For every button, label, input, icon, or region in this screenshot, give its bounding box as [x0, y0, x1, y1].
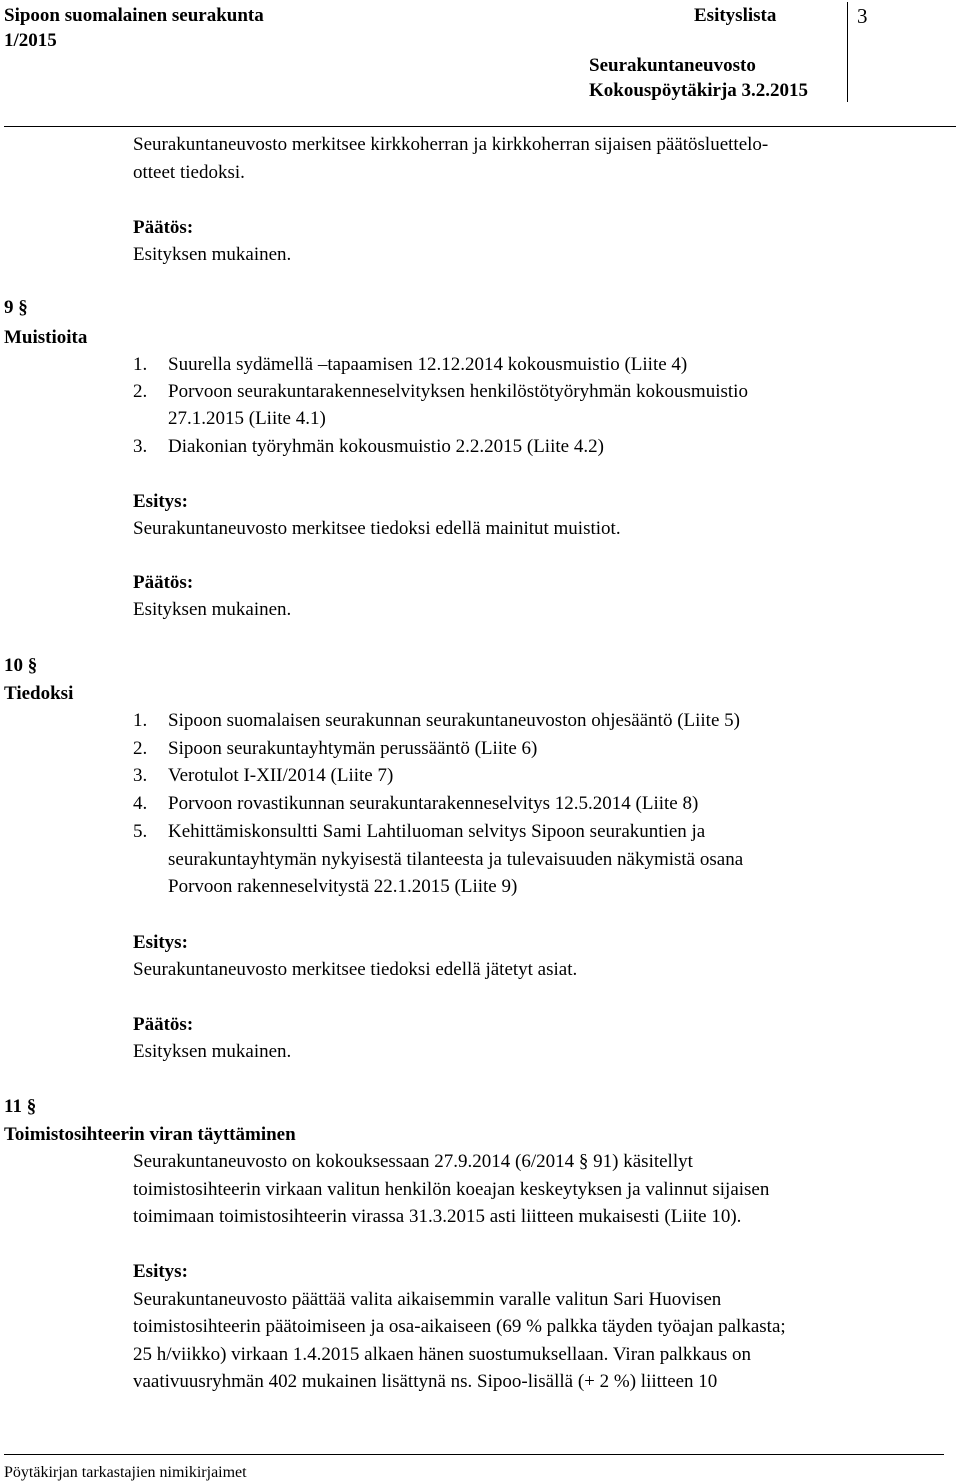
header-doc-type: Esityslista: [694, 5, 777, 26]
item11-proposal-line2: toimistosihteerin päätoimiseen ja osa-aikaiseen (69 % palkka täyden työajan palkasta;: [133, 1316, 786, 1337]
item11-proposal-line4: vaativuusryhmän 402 mukainen lisättynä ns. Sipoo-lisällä (+ 2 %) liitteen 10: [133, 1371, 718, 1392]
list-item-text: Sipoon suomalaisen seurakunnan seurakuntaneuvoston ohjesääntö (Liite 5): [168, 710, 740, 731]
list-item: 3.: [133, 765, 148, 786]
item10-decision-label: Päätös:: [133, 1014, 194, 1035]
list-item-text-cont: 27.1.2015 (Liite 4.1): [168, 408, 326, 429]
item11-para-line3: toimimaan toimistosihteerin virassa 31.3.2015 asti liitteen mukaisesti (Liite 10).: [133, 1206, 742, 1227]
list-item-text-cont: seurakuntayhtymän nykyisestä tilanteesta ja tulevaisuuden näkymistä osana: [168, 849, 744, 870]
list-item: 2.: [133, 738, 148, 759]
footer-rule: [4, 1454, 944, 1455]
header-minutes: Kokouspöytäkirja 3.2.2015: [589, 80, 809, 101]
list-item-text: Suurella sydämellä –tapaamisen 12.12.2014 kokousmuistio (Liite 4): [168, 354, 688, 375]
list-item-text-cont: Porvoon rakenneselvitystä 22.1.2015 (Liite 9): [168, 876, 518, 897]
list-item: 4.: [133, 793, 148, 814]
section-sign-icon: §: [26, 1096, 37, 1117]
item10-number: 10 §: [4, 655, 38, 676]
footer-text: Pöytäkirjan tarkastajien nimikirjaimet: [4, 1464, 247, 1481]
item9-proposal-text: Seurakuntaneuvosto merkitsee tiedoksi edellä mainitut muistiot.: [133, 518, 621, 539]
page-number: 3: [857, 4, 868, 28]
item9-proposal-label: Esitys:: [133, 491, 188, 512]
header-rule: [4, 126, 956, 127]
header-body: Seurakuntaneuvosto: [589, 55, 756, 76]
section-sign-icon: §: [18, 297, 28, 318]
item11-para-line2: toimistosihteerin virkaan valitun henkilön koeajan keskeytyksen ja valinnut sijaisen: [133, 1179, 770, 1200]
item11-number: 11 §: [4, 1096, 37, 1117]
item11-para-line1: Seurakuntaneuvosto on kokouksessaan 27.9.2014 (6/2014 § 91) käsitellyt: [133, 1151, 693, 1172]
item11-title: Toimistosihteerin viran täyttäminen: [4, 1124, 296, 1145]
list-item: 5.: [133, 821, 148, 842]
header-org: Sipoon suomalainen seurakunta: [4, 5, 264, 26]
list-item-text: Verotulot I-XII/2014 (Liite 7): [168, 765, 394, 786]
item9-decision-text: Esityksen mukainen.: [133, 599, 292, 620]
item9-number: 9 §: [4, 297, 28, 318]
item10-proposal-text: Seurakuntaneuvosto merkitsee tiedoksi edellä jätetyt asiat.: [133, 959, 578, 980]
list-item-text: Porvoon rovastikunnan seurakuntarakenneselvitys 12.5.2014 (Liite 8): [168, 793, 699, 814]
list-item-text: Diakonian työryhmän kokousmuistio 2.2.2015 (Liite 4.2): [168, 436, 604, 457]
item8-text-line1: Seurakuntaneuvosto merkitsee kirkkoherran ja kirkkoherran sijaisen päätösluettelo-: [133, 134, 769, 155]
item10-title: Tiedoksi: [4, 683, 74, 704]
list-item-text: Kehittämiskonsultti Sami Lahtiluoman selvitys Sipoon seurakuntien ja: [168, 821, 706, 842]
list-item: 2.: [133, 381, 148, 402]
item9-decision-label: Päätös:: [133, 572, 194, 593]
section-sign-icon: §: [27, 655, 38, 676]
list-item: 1.: [133, 354, 148, 375]
item8-decision-text: Esityksen mukainen.: [133, 244, 292, 265]
item8-text-line2: otteet tiedoksi.: [133, 162, 245, 183]
item10-decision-text: Esityksen mukainen.: [133, 1041, 292, 1062]
item10-proposal-label: Esitys:: [133, 932, 188, 953]
header-divider: [847, 2, 848, 102]
header-doc-number: 1/2015: [4, 30, 57, 51]
list-item-text: Sipoon seurakuntayhtymän perussääntö (Liite 6): [168, 738, 538, 759]
item11-proposal-line3: 25 h/viikko) virkaan 1.4.2015 alkaen hänen suostumuksellaan. Viran palkkaus on: [133, 1344, 751, 1365]
list-item-text: Porvoon seurakuntarakenneselvityksen henkilöstötyöryhmän kokousmuistio: [168, 381, 748, 402]
list-item: 3.: [133, 436, 148, 457]
item11-proposal-label: Esitys:: [133, 1261, 188, 1282]
item11-proposal-line1: Seurakuntaneuvosto päättää valita aikaisemmin varalle valitun Sari Huovisen: [133, 1289, 722, 1310]
item9-title: Muistioita: [4, 327, 88, 348]
item8-decision-label: Päätös:: [133, 217, 194, 238]
list-item: 1.: [133, 710, 148, 731]
